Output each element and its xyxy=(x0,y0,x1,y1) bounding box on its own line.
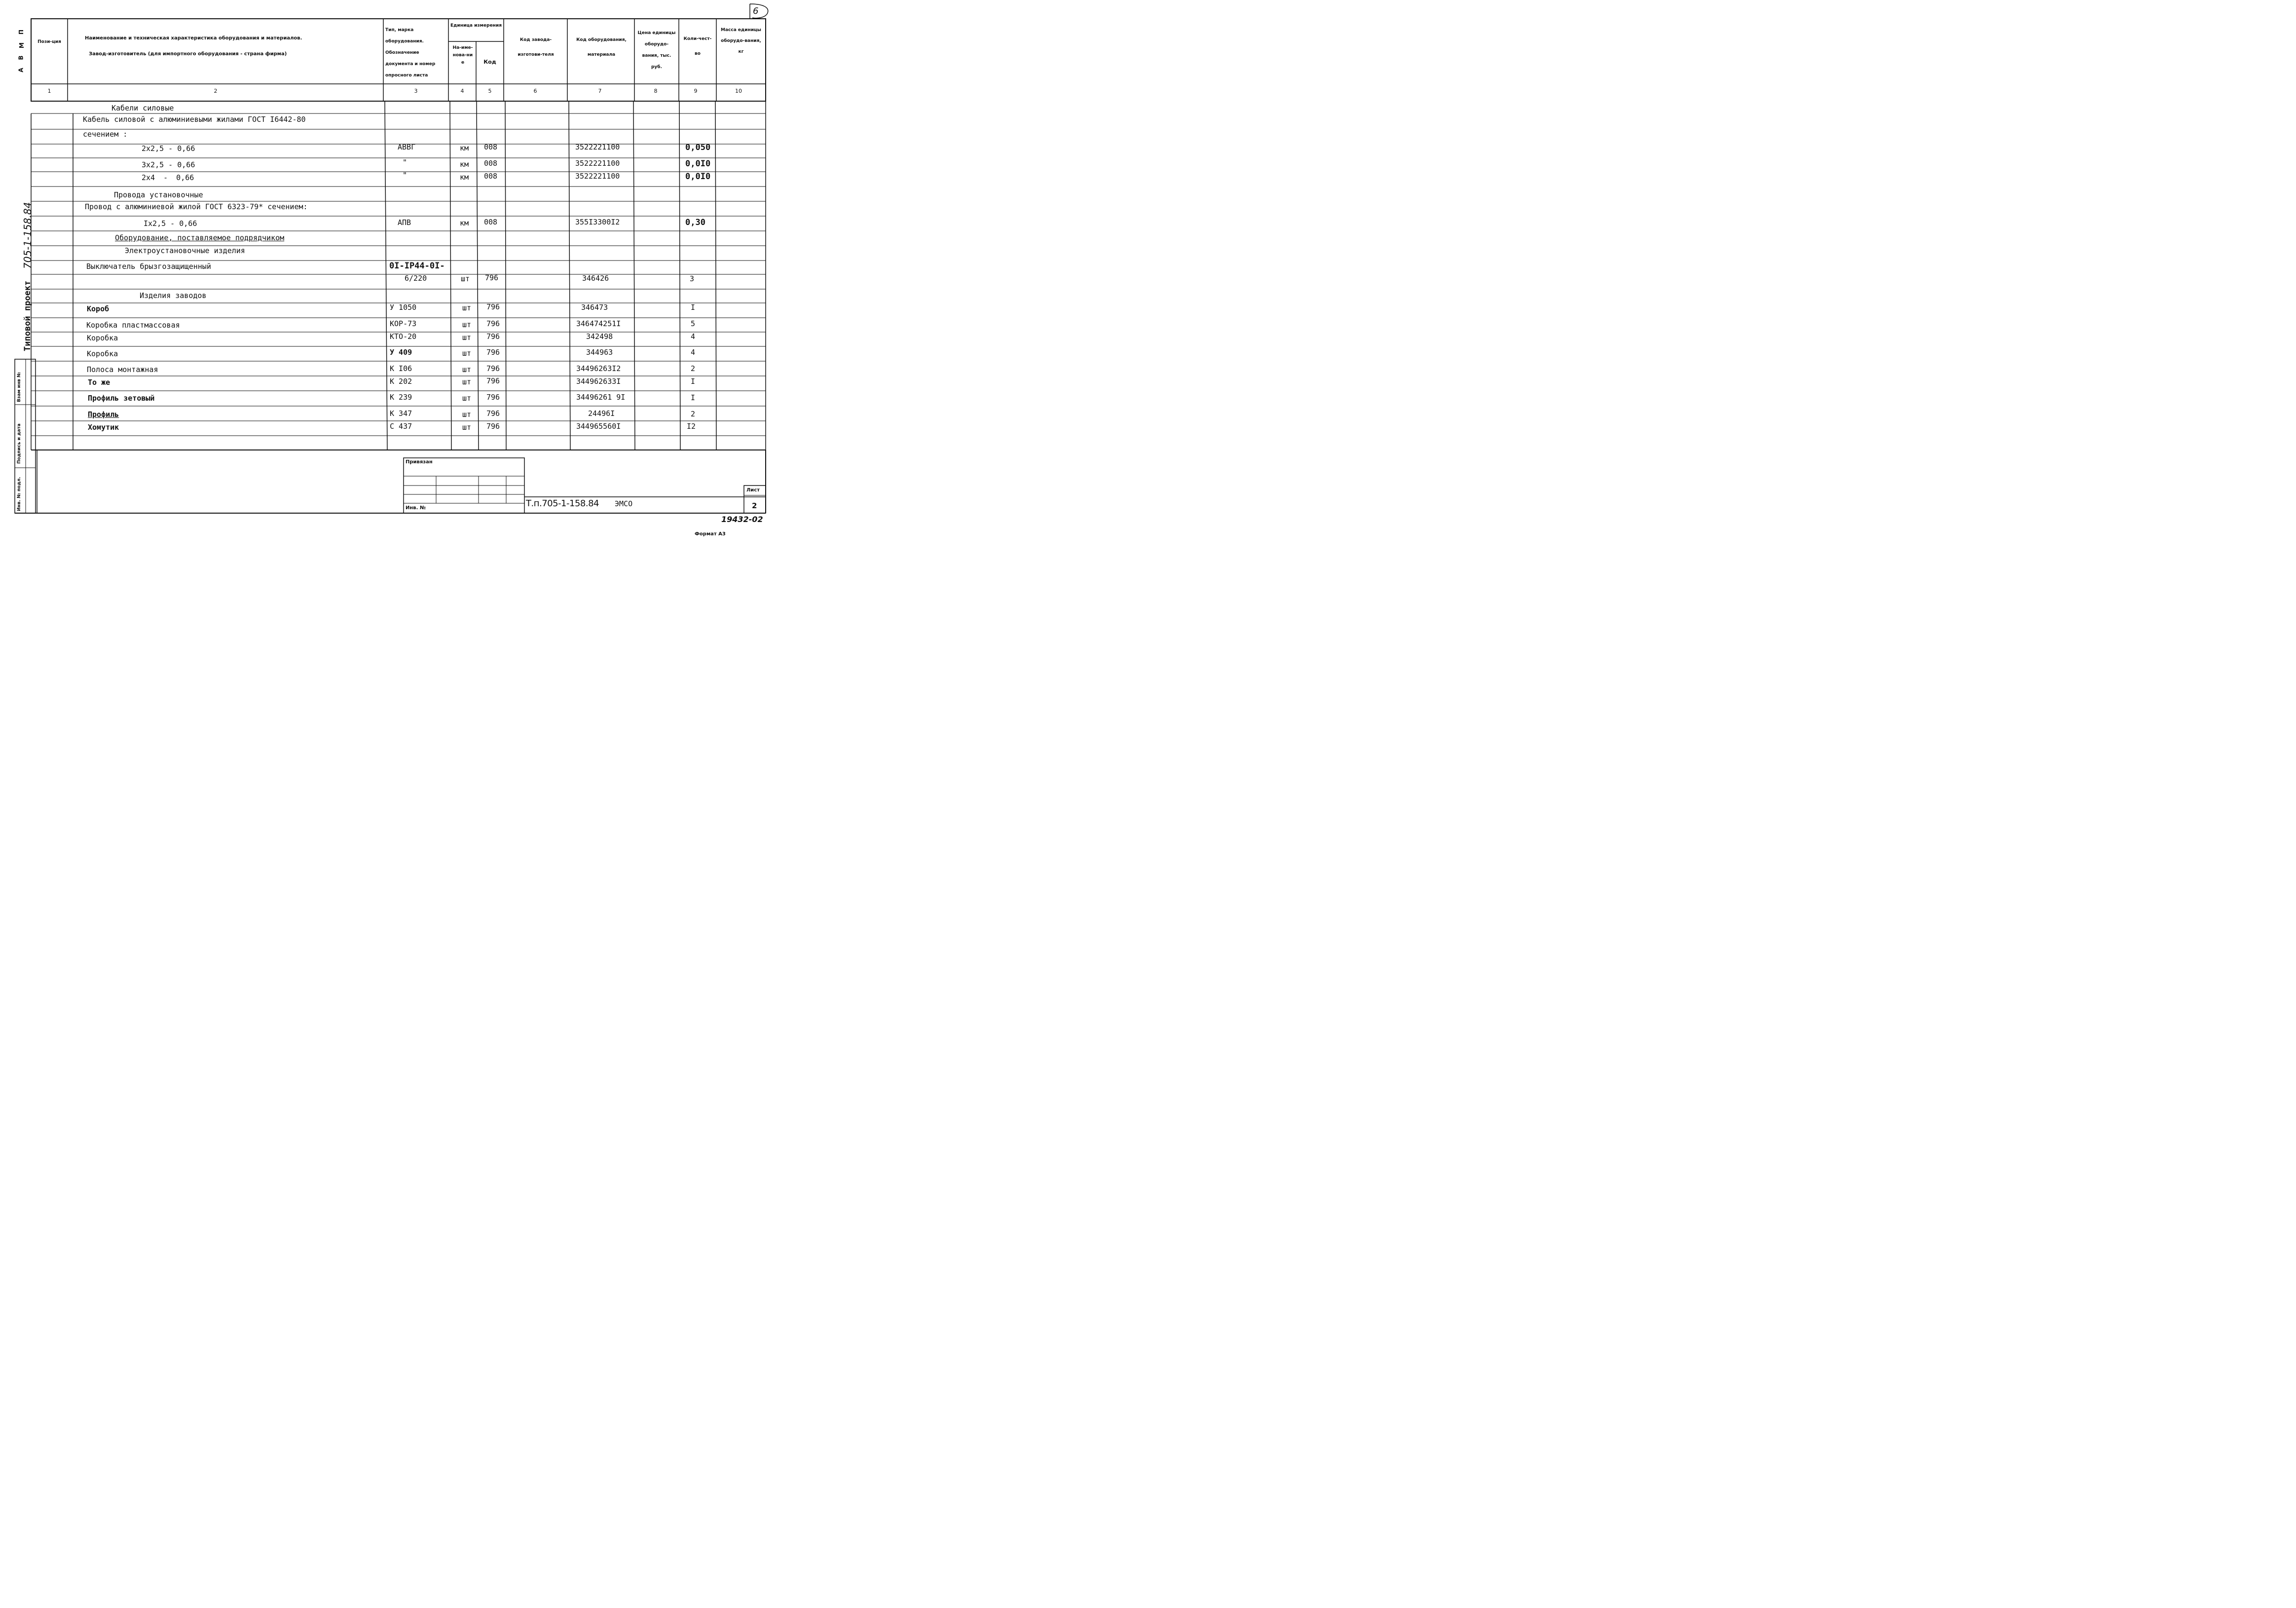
row-cable-3x25-name: 3х2,5 - 0,66 xyxy=(142,160,195,169)
row-korobka-kto-qty: 4 xyxy=(691,332,696,341)
row-cable-3x25-type: " xyxy=(403,158,407,167)
row-wire-1x25-code: 008 xyxy=(484,218,498,226)
row-cable-2x4-type: " xyxy=(403,171,407,180)
row-switch2-code: 796 xyxy=(485,273,499,282)
margin-letter-a: А xyxy=(17,68,25,73)
colnum-8: 8 xyxy=(654,88,658,94)
footer-doc-code: Т.п.705-1-158.84 xyxy=(526,498,599,509)
colnum-5: 5 xyxy=(488,88,492,94)
row-section-electro: Электроустановочные изделия xyxy=(125,246,245,255)
footer-doc-suffix: ЭМСО xyxy=(615,499,633,508)
header-col4: На-име-нова-ние xyxy=(452,45,473,65)
row-switch-name: Выключатель брызгозащищенный xyxy=(86,262,211,271)
row-polosa-equip: 34496263I2 xyxy=(576,364,621,373)
colnum-6: 6 xyxy=(533,88,537,94)
corner-page-mark: 6 xyxy=(753,6,759,16)
colnum-7: 7 xyxy=(598,88,602,94)
row-cable-2x25-equip: 3522221100 xyxy=(575,143,620,151)
header-col6: Код завода-изготови-теля xyxy=(518,37,554,57)
colnum-3: 3 xyxy=(414,88,418,94)
row-wire-1x25-qty: 0,30 xyxy=(685,218,705,227)
row-switch-type: 0I-IР44-0I- xyxy=(389,261,445,271)
footer-privyazan: Привязан xyxy=(406,459,433,465)
header-col1: Пози-ция xyxy=(37,39,61,44)
row-section-wires: Провода установочные xyxy=(114,190,203,199)
row-korobka-u409-code: 796 xyxy=(486,348,500,357)
row-wire-1x25-name: Iх2,5 - 0,66 xyxy=(144,219,197,228)
row-korob-unit: шт xyxy=(462,303,472,312)
row-cable-2x25-type: АВВГ xyxy=(398,143,416,151)
row-profil-unit: шт xyxy=(462,410,472,419)
row-wire-desc: Провод с алюминиевой жилой ГОСТ 6323-79* сечением: xyxy=(85,202,308,211)
row-profil-zet-equip: 34496261 9I xyxy=(576,393,626,402)
row-korob-name: Короб xyxy=(87,304,110,313)
row-korobka-kto-equip: 342498 xyxy=(586,332,613,341)
row-tozhe-qty: I xyxy=(691,377,696,386)
row-cable-2x4-qty: 0,0I0 xyxy=(685,172,711,182)
row-korobka-u409-unit: шт xyxy=(462,349,472,358)
row-cable-2x4-equip: 3522221100 xyxy=(575,172,620,181)
row-cable-2x25-name: 2х2,5 - 0,66 xyxy=(142,144,195,153)
header-col5: Код xyxy=(483,59,496,65)
header-col2-line2: Завод-изготовитель (для импортного оборудования - страна фирма) xyxy=(89,51,287,57)
row-cable-2x25-qty: 0,050 xyxy=(685,143,711,152)
row-korobka-plast-unit: шт xyxy=(462,320,472,329)
row-homutik-equip: 344965560I xyxy=(576,422,621,431)
project-code-vertical: 705-1-158.84 xyxy=(22,202,34,269)
row-cable-2x25-code: 008 xyxy=(484,143,498,151)
footer-archive-number: 19432-02 xyxy=(721,515,763,524)
row-homutik-code: 796 xyxy=(486,422,500,431)
row-cable-3x25-code: 008 xyxy=(484,159,498,168)
row-polosa-qty: 2 xyxy=(691,364,696,373)
row-profil-name: Профиль xyxy=(88,410,119,419)
colnum-1: 1 xyxy=(47,88,51,94)
row-cable-2x25-unit: км xyxy=(460,144,469,152)
row-profil-zet-name: Профиль зетовый xyxy=(88,394,155,403)
row-korobka-plast-type: КОР-73 xyxy=(390,319,417,328)
drawing-sheet xyxy=(0,0,774,540)
row-homutik-type: С 437 xyxy=(390,422,412,431)
stamp-inv: Инв. № подл. xyxy=(17,477,22,511)
row-profil-code: 796 xyxy=(486,409,500,418)
row-polosa-type: К I06 xyxy=(390,364,412,373)
footer-inv-no: Инв. № xyxy=(406,505,426,511)
row-cable-3x25-equip: 3522221100 xyxy=(575,159,620,168)
row-switch2-type: 6/220 xyxy=(405,274,427,283)
margin-letter-m: М xyxy=(18,42,25,48)
header-col3: Тип, марка оборудования. Обозначение документа и номер опросного листа xyxy=(385,28,436,78)
row-polosa-name: Полоса монтажная xyxy=(87,365,158,374)
row-korobka-plast-code: 796 xyxy=(486,319,500,328)
row-section-contractor: Оборудование, поставляемое подрядчиком xyxy=(115,233,285,242)
row-polosa-code: 796 xyxy=(486,364,500,373)
row-korobka-kto-code: 796 xyxy=(486,332,500,341)
row-polosa-unit: шт xyxy=(462,365,472,374)
margin-letter-p: П xyxy=(18,29,25,35)
row-korobka-plast-qty: 5 xyxy=(691,319,696,328)
row-tozhe-unit: шт xyxy=(462,377,472,386)
header-col8: Цена единицы оборудо-вания, тыс. руб. xyxy=(637,31,676,70)
header-col2-line1: Наименование и техническая характеристика оборудования и материалов. xyxy=(85,36,302,41)
row-switch2-qty: 3 xyxy=(690,274,695,283)
row-cable-2x4-unit: км xyxy=(460,173,469,182)
row-tozhe-type: К 202 xyxy=(390,377,412,386)
row-cable-3x25-unit: км xyxy=(460,160,469,169)
row-wire-1x25-type: АПВ xyxy=(398,218,411,227)
header-col10: Масса единицы оборудо-вания, кг xyxy=(721,28,761,54)
margin-letter-v: В xyxy=(17,55,25,60)
footer-list-number: 2 xyxy=(752,501,757,510)
row-korobka-plast-equip: 346474251I xyxy=(576,319,621,328)
row-korob-type: У 1050 xyxy=(390,303,417,312)
row-cable-3x25-qty: 0,0I0 xyxy=(685,159,711,169)
row-profil-zet-code: 796 xyxy=(486,393,500,402)
row-wire-1x25-equip: 355I3300I2 xyxy=(575,218,620,226)
row-homutik-unit: шт xyxy=(462,423,472,432)
row-korobka-u409-name: Коробка xyxy=(87,349,118,358)
project-label-vertical: Типовой проект xyxy=(23,280,33,351)
row-section-cables: Кабели силовые xyxy=(111,104,174,112)
stamp-vzam: Взам инв № xyxy=(17,372,22,402)
row-cable-2x4-name: 2х4 - 0,66 xyxy=(142,173,194,182)
row-switch2-unit: шт xyxy=(461,274,470,283)
row-section-factory: Изделия заводов xyxy=(140,291,207,300)
row-profil-qty: 2 xyxy=(691,410,696,418)
row-profil-zet-unit: шт xyxy=(462,394,472,403)
row-korobka-u409-equip: 344963 xyxy=(586,348,613,357)
colnum-2: 2 xyxy=(214,88,218,94)
footer-format: Формат А3 xyxy=(695,531,726,537)
row-tozhe-name: То же xyxy=(88,378,111,387)
footer-list-label: Лист xyxy=(746,487,760,493)
row-profil-equip: 24496I xyxy=(588,409,615,418)
row-korobka-u409-type: У 409 xyxy=(390,348,412,357)
row-cable-desc: Кабель силовой с алюминиевыми жилами ГОСТ I6442-80 xyxy=(83,115,306,124)
row-cable-section: сечением : xyxy=(83,130,128,139)
stamp-podpis: Подпись и дата xyxy=(17,423,22,464)
row-korobka-plast-name: Коробка пластмассовая xyxy=(86,321,180,330)
row-tozhe-equip: 344962633I xyxy=(576,377,621,386)
row-korobka-u409-qty: 4 xyxy=(691,348,696,357)
row-korob-qty: I xyxy=(691,303,696,312)
colnum-9: 9 xyxy=(694,88,698,94)
header-unit-group: Единица измерения xyxy=(450,23,502,28)
row-tozhe-code: 796 xyxy=(486,376,500,385)
row-korobka-kto-name: Коробка xyxy=(87,334,118,342)
header-col7: Код оборудования, материала xyxy=(576,37,627,57)
header-col9: Коли-чест-во xyxy=(683,37,712,56)
row-profil-zet-qty: I xyxy=(691,393,696,402)
colnum-10: 10 xyxy=(735,88,742,94)
row-homutik-qty: I2 xyxy=(687,422,696,431)
colnum-4: 4 xyxy=(460,88,464,94)
row-korob-code: 796 xyxy=(486,302,500,311)
row-cable-2x4-code: 008 xyxy=(484,172,498,181)
row-profil-zet-type: К 239 xyxy=(390,393,412,402)
row-wire-1x25-unit: км xyxy=(460,219,469,227)
row-korobka-kto-type: КТО-20 xyxy=(390,332,417,341)
row-switch2-equip: 346426 xyxy=(582,274,609,283)
row-korob-equip: 346473 xyxy=(581,303,608,312)
row-profil-type: К 347 xyxy=(390,409,412,418)
row-homutik-name: Хомутик xyxy=(88,423,119,432)
row-korobka-kto-unit: шт xyxy=(462,333,472,342)
